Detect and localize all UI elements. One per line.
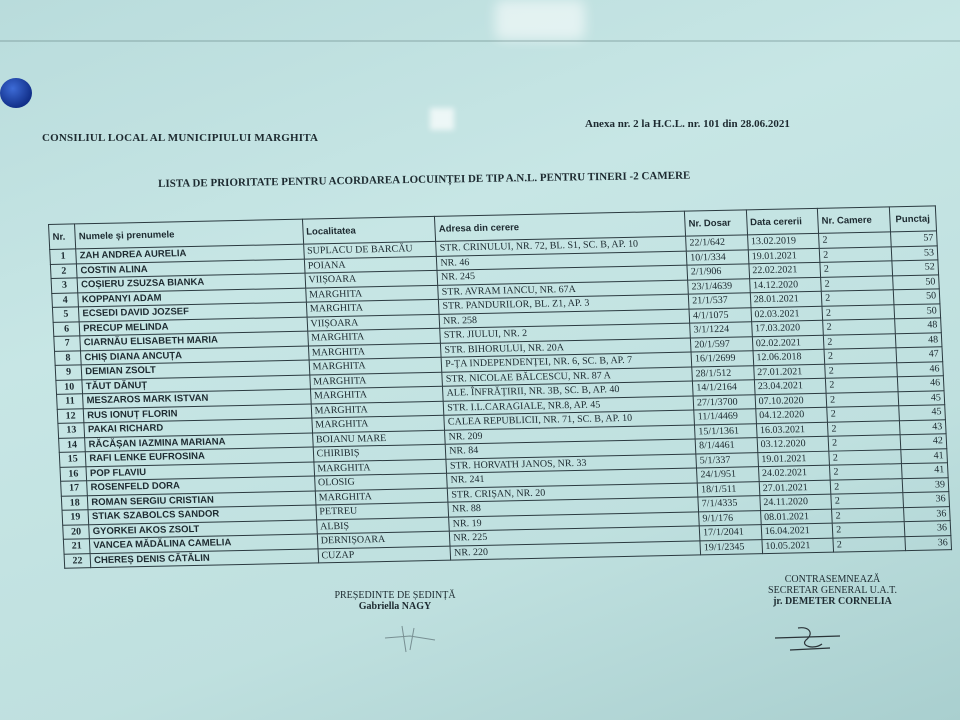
cell-request-date: 16.04.2021 xyxy=(761,523,833,539)
cell-nr: 3 xyxy=(51,278,78,293)
cell-rooms: 2 xyxy=(826,391,898,407)
cell-score: 41 xyxy=(900,448,947,463)
cell-rooms: 2 xyxy=(831,493,903,509)
cell-locality: MARGHITA xyxy=(311,415,444,432)
cell-request-date: 07.10.2020 xyxy=(755,393,827,409)
cell-score: 36 xyxy=(902,492,949,507)
cell-request-date: 19.01.2021 xyxy=(757,451,829,467)
cell-score: 52 xyxy=(891,260,938,275)
cell-request-date: 23.04.2021 xyxy=(754,378,826,394)
cell-locality: MARGHITA xyxy=(309,372,442,389)
cell-score: 39 xyxy=(902,477,949,492)
cell-name: VANCEA MĂDĂLINA CAMELIA xyxy=(90,534,318,553)
cell-rooms: 2 xyxy=(822,304,894,320)
cell-score: 48 xyxy=(894,318,941,333)
cell-file-number: 15/1/1361 xyxy=(695,423,757,439)
cell-address: STR. BIHORULUI, NR. 20A xyxy=(441,338,691,358)
cell-rooms: 2 xyxy=(821,290,893,306)
cell-nr: 8 xyxy=(54,350,81,365)
cell-nr: 16 xyxy=(60,466,87,481)
cell-address: STR. NICOLAE BĂLCESCU, NR. 87 A xyxy=(442,367,692,387)
cell-score: 47 xyxy=(896,347,943,362)
cell-address: NR. 245 xyxy=(437,265,687,285)
light-glare xyxy=(495,0,585,40)
cell-nr: 20 xyxy=(63,524,90,539)
cell-request-date: 24.11.2020 xyxy=(760,494,832,510)
header-score: Punctaj xyxy=(889,206,937,232)
cell-name: PRECUP MELINDA xyxy=(79,317,307,336)
cell-name: ZAH ANDREA AURELIA xyxy=(76,244,304,263)
cell-locality: CUZAP xyxy=(318,546,451,563)
cell-score: 36 xyxy=(904,535,951,550)
council-name: CONSILIUL LOCAL AL MUNICIPIULUI MARGHITA xyxy=(42,132,319,144)
cell-nr: 10 xyxy=(56,379,83,394)
cell-name: ROMAN SERGIU CRISTIAN xyxy=(88,490,316,509)
cell-address: NR. 209 xyxy=(445,425,695,445)
cell-rooms: 2 xyxy=(830,478,902,494)
cell-request-date: 19.01.2021 xyxy=(748,248,820,264)
cell-request-date: 04.12.2020 xyxy=(755,407,827,423)
cell-request-date: 24.02.2021 xyxy=(758,465,830,481)
header-file-number: Nr. Dosar xyxy=(685,210,748,236)
cell-score: 46 xyxy=(896,361,943,376)
cell-nr: 5 xyxy=(52,307,79,322)
cell-request-date: 14.12.2020 xyxy=(749,277,821,293)
cell-name: RAFI LENKE EUFROSINA xyxy=(85,447,313,466)
cell-name: CHIȘ DIANA ANCUȚA xyxy=(81,346,309,365)
cell-file-number: 22/1/642 xyxy=(686,235,748,251)
cell-rooms: 2 xyxy=(833,536,905,552)
header-request-date: Data cererii xyxy=(746,208,819,234)
cell-name: MESZAROS MARK ISTVAN xyxy=(83,389,311,408)
cell-address: NR. 88 xyxy=(448,497,698,517)
cell-address: NR. 225 xyxy=(450,526,700,546)
cell-score: 45 xyxy=(898,390,945,405)
priority-table xyxy=(48,205,952,568)
cell-request-date: 13.02.2019 xyxy=(747,233,819,249)
push-pin-icon xyxy=(0,78,32,108)
cell-name: COSTIN ALINA xyxy=(77,259,305,278)
cell-locality: ALBIȘ xyxy=(316,517,449,534)
cell-nr: 22 xyxy=(64,553,91,568)
secretary-signature-block xyxy=(745,574,920,607)
cell-name: RĂCĂȘAN IAZMINA MARIANA xyxy=(85,433,313,452)
cell-address: STR. I.L.CARAGIALE, NR.8, AP. 45 xyxy=(443,396,693,416)
glass-edge xyxy=(0,40,960,42)
cell-locality: VIIȘOARA xyxy=(305,270,438,287)
secretary-signature-scribble xyxy=(770,620,850,660)
cell-locality: MARGHITA xyxy=(307,328,440,345)
cell-locality: BOIANU MARE xyxy=(312,430,445,447)
president-name: Gabriella NAGY xyxy=(358,601,432,612)
cell-nr: 19 xyxy=(62,510,89,525)
cell-name: ECSEDI DAVID JOZSEF xyxy=(79,302,307,321)
cell-file-number: 21/1/537 xyxy=(688,293,750,309)
header-name: Numele și prenumele xyxy=(75,219,304,249)
cell-file-number: 16/1/2699 xyxy=(691,351,753,367)
cell-score: 50 xyxy=(893,303,940,318)
header-locality: Localitatea xyxy=(302,216,436,244)
cell-file-number: 11/1/4469 xyxy=(694,409,756,425)
cell-name: PAKAI RICHARD xyxy=(84,418,312,437)
cell-file-number: 2/1/906 xyxy=(687,264,749,280)
cell-address: NR. 220 xyxy=(450,540,700,560)
header-rooms: Nr. Camere xyxy=(818,207,891,233)
cell-locality: VIIȘOARA xyxy=(307,314,440,331)
cell-file-number: 23/1/4639 xyxy=(688,278,750,294)
document-title: LISTA DE PRIORITATE PENTRU ACORDAREA LOCUINȚEI DE TIP A.N.L. PENTRU TINERI -2 CAMERE xyxy=(158,169,691,190)
cell-name: RUS IONUȚ FLORIN xyxy=(83,404,311,423)
annex-reference: Anexa nr. 2 la H.C.L. nr. 101 din 28.06.2021 xyxy=(585,118,790,130)
cell-file-number: 17/1/2041 xyxy=(699,525,761,541)
cell-nr: 14 xyxy=(59,437,86,452)
cell-locality: MARGHITA xyxy=(310,386,443,403)
cell-address: NR. 46 xyxy=(437,251,687,271)
cell-locality: MARGHITA xyxy=(314,459,447,476)
cell-rooms: 2 xyxy=(828,420,900,436)
cell-nr: 4 xyxy=(52,292,79,307)
cell-name: CHEREȘ DENIS CĂTĂLIN xyxy=(90,548,318,567)
cell-file-number: 14/1/2164 xyxy=(693,380,755,396)
cell-locality: MARGHITA xyxy=(311,401,444,418)
cell-locality: MARGHITA xyxy=(306,299,439,316)
cell-locality: SUPLACU DE BARCĂU xyxy=(303,241,436,258)
cell-nr: 15 xyxy=(59,452,86,467)
cell-score: 36 xyxy=(904,521,951,536)
cell-name: DEMIAN ZSOLT xyxy=(81,360,309,379)
cell-file-number: 10/1/334 xyxy=(686,249,748,265)
cell-rooms: 2 xyxy=(830,464,902,480)
cell-score: 41 xyxy=(901,463,948,478)
cell-request-date: 27.01.2021 xyxy=(753,364,825,380)
cell-request-date: 03.12.2020 xyxy=(757,436,829,452)
cell-address: STR. HORVATH JANOS, NR. 33 xyxy=(446,453,696,473)
cell-nr: 21 xyxy=(63,539,90,554)
cell-address: STR. CRIȘAN, NR. 20 xyxy=(448,482,698,502)
cell-score: 48 xyxy=(895,332,942,347)
cell-file-number: 9/1/176 xyxy=(699,510,761,526)
cell-address: STR. CRINULUI, NR. 72, BL. S1, SC. B, AP. 10 xyxy=(436,236,686,256)
cell-name: COȘIERU ZSUZSA BIANKA xyxy=(77,273,305,292)
cell-request-date: 16.03.2021 xyxy=(756,422,828,438)
cell-rooms: 2 xyxy=(832,507,904,523)
cell-file-number: 28/1/512 xyxy=(692,365,754,381)
secretary-title: SECRETAR GENERAL U.A.T. xyxy=(768,585,897,596)
cell-rooms: 2 xyxy=(827,406,899,422)
president-signature-block xyxy=(330,590,460,612)
cell-locality: MARGHITA xyxy=(315,488,448,505)
cell-rooms: 2 xyxy=(819,232,891,248)
cell-address: P-ȚA INDEPENDENȚEI, NR. 6, SC. B, AP. 7 xyxy=(441,352,691,372)
cell-file-number: 18/1/511 xyxy=(697,481,759,497)
cell-score: 42 xyxy=(900,434,947,449)
cell-rooms: 2 xyxy=(826,377,898,393)
cell-file-number: 19/1/2345 xyxy=(700,539,762,555)
cell-locality: DERNIȘOARA xyxy=(317,531,450,548)
cell-address: NR. 241 xyxy=(447,468,697,488)
president-signature-scribble xyxy=(380,618,440,658)
cell-locality: MARGHITA xyxy=(308,343,441,360)
cell-name: TĂUT DĂNUȚ xyxy=(82,375,310,394)
cell-name: CIARNĂU ELISABETH MARIA xyxy=(80,331,308,350)
cell-request-date: 10.05.2021 xyxy=(762,538,834,554)
cell-rooms: 2 xyxy=(819,246,891,262)
cell-score: 45 xyxy=(898,405,945,420)
cell-rooms: 2 xyxy=(824,333,896,349)
cell-score: 43 xyxy=(899,419,946,434)
cell-name: POP FLAVIU xyxy=(86,461,314,480)
cell-locality: OLOSIG xyxy=(314,473,447,490)
cell-file-number: 24/1/951 xyxy=(697,467,759,483)
cell-rooms: 2 xyxy=(823,319,895,335)
cell-locality: POIANA xyxy=(304,256,437,273)
cell-address: STR. PANDURILOR, BL. Z1, AP. 3 xyxy=(439,294,689,314)
cell-rooms: 2 xyxy=(825,362,897,378)
header-address: Adresa din cerere xyxy=(435,211,686,241)
light-glare-small xyxy=(430,108,454,130)
cell-locality: CHIRIBIȘ xyxy=(313,444,446,461)
cell-locality: MARGHITA xyxy=(309,357,442,374)
cell-nr: 2 xyxy=(50,263,77,278)
cell-rooms: 2 xyxy=(828,435,900,451)
cell-request-date: 02.02.2021 xyxy=(752,335,824,351)
cell-address: NR. 258 xyxy=(439,309,689,329)
cell-rooms: 2 xyxy=(820,261,892,277)
cell-file-number: 7/1/4335 xyxy=(698,496,760,512)
cell-request-date: 22.02.2021 xyxy=(749,262,821,278)
cell-rooms: 2 xyxy=(824,348,896,364)
cell-rooms: 2 xyxy=(832,522,904,538)
cell-address: CALEA REPUBLICII, NR. 71, SC. B, AP. 10 xyxy=(444,410,694,430)
secretary-name: jr. DEMETER CORNELIA xyxy=(773,596,892,607)
table-body xyxy=(50,231,952,568)
cell-score: 57 xyxy=(890,231,937,246)
cell-nr: 12 xyxy=(57,408,84,423)
cell-address: STR. JIULUI, NR. 2 xyxy=(440,323,690,343)
cell-request-date: 08.01.2021 xyxy=(760,509,832,525)
cell-locality: MARGHITA xyxy=(305,285,438,302)
cell-address: NR. 19 xyxy=(449,511,699,531)
cell-file-number: 8/1/4461 xyxy=(695,438,757,454)
cell-file-number: 20/1/597 xyxy=(690,336,752,352)
cell-rooms: 2 xyxy=(829,449,901,465)
cell-address: ALE. ÎNFRĂȚIRII, NR. 3B, SC. B, AP. 40 xyxy=(443,381,693,401)
header-nr: Nr. xyxy=(49,224,76,250)
cell-name: GYORKEI AKOS ZSOLT xyxy=(89,519,317,538)
cell-nr: 1 xyxy=(50,249,77,264)
cell-file-number: 3/1/1224 xyxy=(690,322,752,338)
cell-request-date: 02.03.2021 xyxy=(751,306,823,322)
cell-nr: 17 xyxy=(61,481,88,496)
cell-locality: PETREU xyxy=(316,502,449,519)
cell-file-number: 5/1/337 xyxy=(696,452,758,468)
cell-file-number: 4/1/1075 xyxy=(689,307,751,323)
cell-nr: 13 xyxy=(58,423,85,438)
cell-address: NR. 84 xyxy=(445,439,695,459)
cell-nr: 11 xyxy=(57,394,84,409)
cell-score: 36 xyxy=(903,506,950,521)
cell-rooms: 2 xyxy=(821,275,893,291)
president-role: PREȘEDINTE DE ȘEDINȚĂ xyxy=(334,590,456,601)
cell-request-date: 17.03.2020 xyxy=(751,320,823,336)
cell-nr: 6 xyxy=(53,321,80,336)
cell-score: 46 xyxy=(897,376,944,391)
secretary-countersign: CONTRASEMNEAZĂ xyxy=(784,574,881,585)
cell-file-number: 27/1/3700 xyxy=(693,394,755,410)
cell-request-date: 27.01.2021 xyxy=(759,480,831,496)
cell-nr: 18 xyxy=(61,495,88,510)
cell-name: ROSENFELD DORA xyxy=(87,476,315,495)
cell-score: 53 xyxy=(891,245,938,260)
cell-score: 50 xyxy=(892,274,939,289)
cell-nr: 9 xyxy=(55,365,82,380)
cell-request-date: 28.01.2021 xyxy=(750,291,822,307)
cell-nr: 7 xyxy=(54,336,81,351)
cell-name: STIAK SZABOLCS SANDOR xyxy=(88,505,316,524)
cell-address: STR. AVRAM IANCU, NR. 67A xyxy=(438,280,688,300)
cell-score: 50 xyxy=(893,289,940,304)
cell-name: KOPPANYI ADAM xyxy=(78,288,306,307)
cell-request-date: 12.06.2018 xyxy=(753,349,825,365)
